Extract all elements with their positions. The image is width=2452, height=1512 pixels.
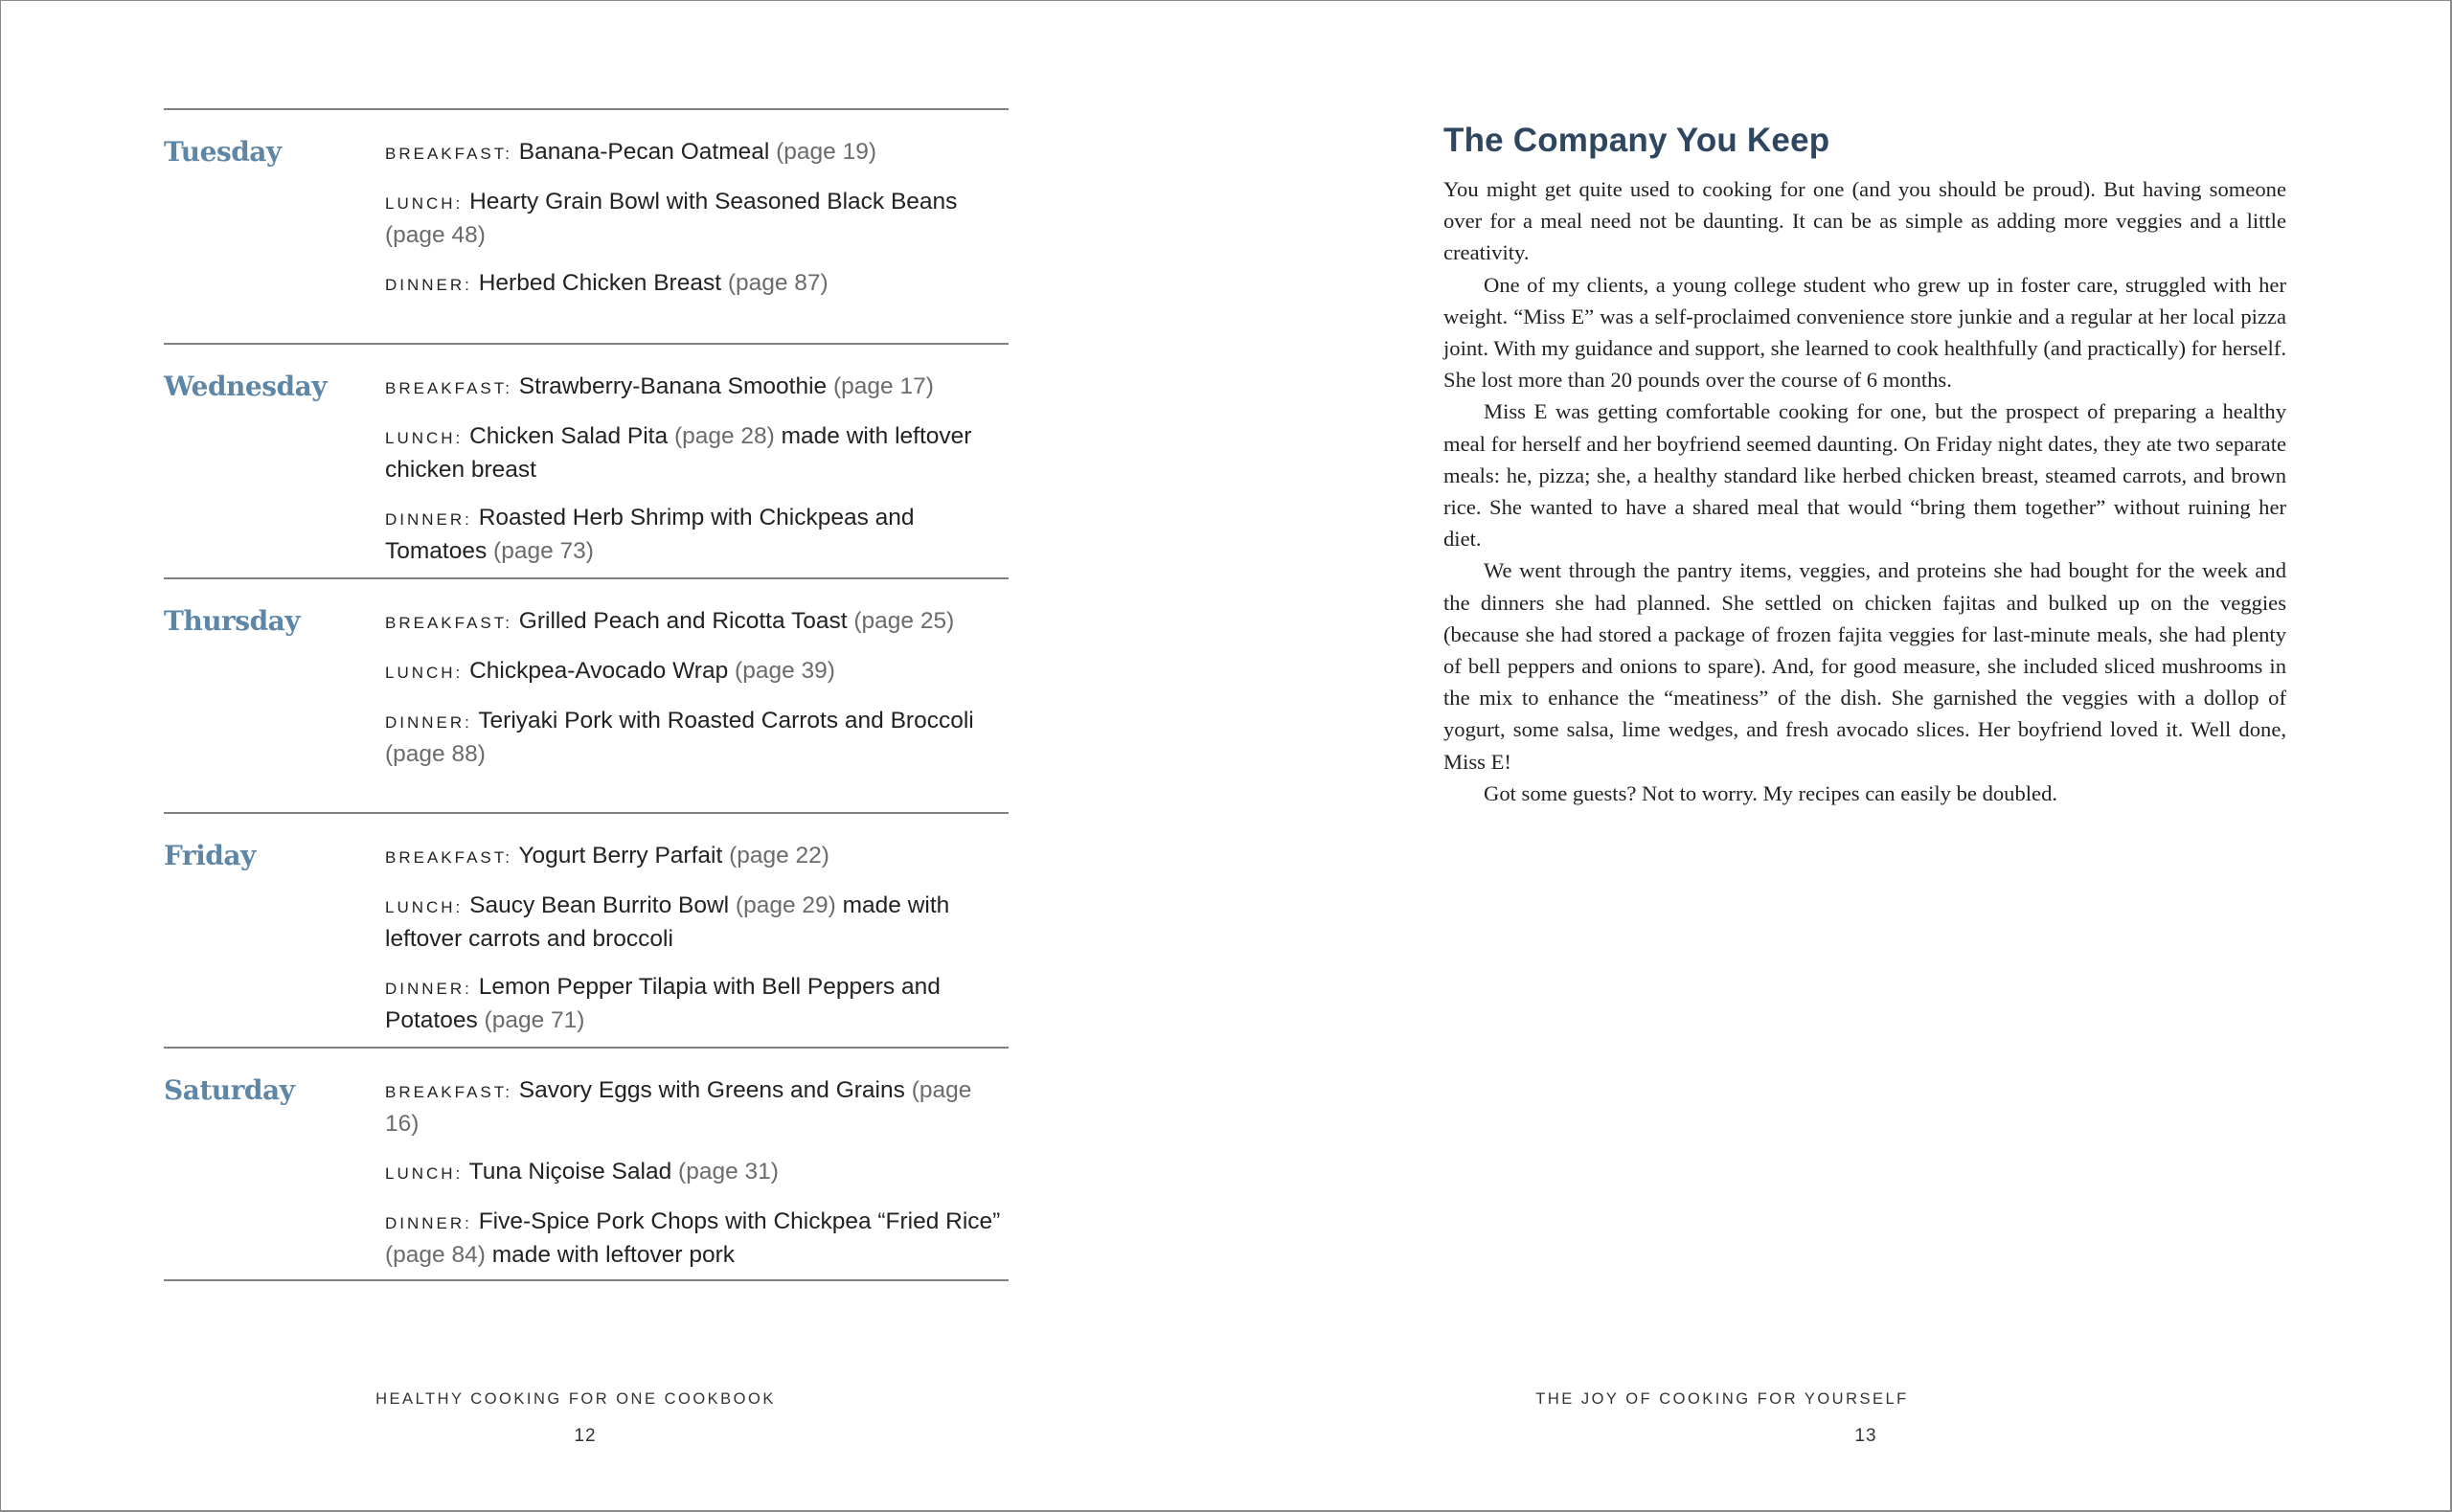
- meal-entry: [385, 605, 1008, 639]
- recipe-name: Herbed Chicken Breast: [478, 270, 722, 296]
- meal-label: BREAKFAST:: [385, 145, 512, 163]
- page-reference: (page 25): [853, 608, 955, 634]
- page-reference: (page 88): [385, 741, 486, 767]
- meal-plan-list: [164, 108, 1009, 1281]
- day-row: [164, 577, 1009, 812]
- page-reference: (page 17): [833, 373, 934, 399]
- running-footer-right: THE JOY OF COOKING FOR YOURSELF: [1535, 1390, 1909, 1408]
- recipe-name: Chickpea-Avocado Wrap: [469, 658, 729, 684]
- paragraph: You might get quite used to cooking for one (and you should be proud). But having someone over for a meal need not be daunting. It can be as simple as adding more veggies and a little creativity.: [1443, 177, 2286, 265]
- page-reference: (page 29): [735, 892, 836, 918]
- meal-entry: [385, 502, 1008, 567]
- running-footer-left: HEALTHY COOKING FOR ONE COOKBOOK: [375, 1390, 776, 1408]
- meal-label: DINNER:: [385, 980, 472, 998]
- meal-list: [385, 371, 1008, 583]
- page-number-right: 13: [1854, 1426, 1877, 1446]
- recipe-name: Chicken Salad Pita: [469, 423, 669, 449]
- page-reference: (page 39): [735, 658, 835, 684]
- meal-entry: [385, 420, 1008, 485]
- meal-entry: [385, 655, 1008, 688]
- meal-entry: [385, 267, 1008, 301]
- day-row: [164, 812, 1009, 1047]
- recipe-name: Hearty Grain Bowl with Seasoned Black Beans: [469, 189, 958, 214]
- page-reference: (page 84): [385, 1242, 486, 1268]
- recipe-name: Grilled Peach and Ricotta Toast: [518, 608, 848, 634]
- paragraph: Miss E was getting comfortable cooking for one, but the prospect of preparing a healthy meal for herself and her boyfriend seemed daunting. On Friday night dates, they ate two separate meals: he, pizza; she, a healthy standard like herbed chicken breast, steamed carrots, and brown rice. She wanted to have a shared meal that would “bring them together” without ruining her diet.: [1443, 399, 2286, 552]
- recipe-name: Saucy Bean Burrito Bowl: [469, 892, 730, 918]
- section-title: The Company You Keep: [1443, 122, 1830, 159]
- page-reference: (page 16): [385, 1077, 972, 1137]
- page-reference: (page 71): [484, 1007, 585, 1033]
- day-name: Wednesday: [164, 371, 327, 402]
- recipe-name: Teriyaki Pork with Roasted Carrots and Broccoli: [478, 708, 974, 733]
- meal-note: made with leftover chicken breast: [385, 423, 972, 483]
- page-reference: (page 28): [673, 423, 775, 449]
- page-reference: (page 73): [493, 538, 594, 564]
- meal-note: made with leftover carrots and broccoli: [385, 892, 950, 952]
- meal-entry: [385, 1156, 1008, 1189]
- meal-label: DINNER:: [385, 713, 472, 732]
- meal-note: made with leftover pork: [491, 1242, 735, 1268]
- day-row: [164, 108, 1009, 343]
- recipe-name: Lemon Pepper Tilapia with Bell Peppers and Potatoes: [385, 974, 941, 1033]
- meal-label: LUNCH:: [385, 898, 464, 916]
- meal-plan-page: [164, 108, 1009, 1281]
- day-name: Saturday: [164, 1074, 295, 1106]
- page-number-left: 12: [574, 1426, 597, 1446]
- meal-label: LUNCH:: [385, 194, 464, 213]
- meal-entry: [385, 136, 1008, 169]
- meal-entry: [385, 890, 1008, 955]
- recipe-name: Tuna Niçoise Salad: [468, 1159, 672, 1185]
- day-name: Friday: [164, 840, 256, 871]
- day-row: [164, 1047, 1009, 1281]
- meal-list: [385, 1074, 1008, 1287]
- meal-label: LUNCH:: [385, 664, 464, 682]
- page-reference: (page 22): [729, 843, 829, 869]
- recipe-name: Banana-Pecan Oatmeal: [518, 139, 770, 165]
- page-reference: (page 31): [678, 1159, 779, 1185]
- meal-label: DINNER:: [385, 510, 472, 529]
- meal-entry: [385, 840, 1008, 873]
- meal-entry: [385, 971, 1008, 1036]
- recipe-name: Five-Spice Pork Chops with Chickpea “Fried Rice”: [478, 1208, 1001, 1234]
- body-text: [1443, 173, 2286, 809]
- paragraph: One of my clients, a young college student who grew up in foster care, struggled with her weight. “Miss E” was a self-proclaimed convenience store junkie and a regular at her local pizza joint. With my guidance and support, she learned to cook healthfully (and practically) for herself. She lost more than 20 pounds over the course of 6 months.: [1443, 272, 2286, 393]
- meal-label: BREAKFAST:: [385, 379, 512, 397]
- day-row: [164, 343, 1009, 577]
- page-reference: (page 19): [776, 139, 876, 165]
- meal-label: DINNER:: [385, 1214, 472, 1232]
- meal-entry: [385, 1206, 1008, 1271]
- meal-label: BREAKFAST:: [385, 848, 512, 867]
- page-reference: (page 48): [385, 222, 486, 248]
- meal-entry: [385, 371, 1008, 404]
- recipe-name: Savory Eggs with Greens and Grains: [518, 1077, 905, 1103]
- recipe-name: Roasted Herb Shrimp with Chickpeas and Tomatoes: [385, 505, 915, 564]
- meal-list: [385, 605, 1008, 786]
- paragraph: We went through the pantry items, veggies, and proteins she had bought for the week and the dinners she had planned. She settled on chicken fajitas and bulked up on the veggies (because she had stored a package of frozen fajita veggies for last-minute meals, she had plenty of bell peppers and onions to spare). And, for good measure, she included sliced mushrooms in the mix to enhance the “meatiness” of the dish. She garnished the veggies with a dollop of yogurt, some salsa, lime wedges, and fresh avocado slices. Her boyfriend loved it. Well done, Miss E!: [1443, 558, 2286, 774]
- meal-label: LUNCH:: [385, 429, 464, 447]
- meal-label: DINNER:: [385, 276, 472, 294]
- article-page: [1443, 122, 2286, 809]
- recipe-name: Strawberry-Banana Smoothie: [518, 373, 828, 399]
- meal-entry: [385, 186, 1008, 251]
- meal-list: [385, 840, 1008, 1052]
- meal-label: BREAKFAST:: [385, 614, 512, 632]
- meal-label: BREAKFAST:: [385, 1083, 512, 1101]
- day-name: Tuesday: [164, 136, 282, 168]
- day-name: Thursday: [164, 605, 301, 637]
- page-reference: (page 87): [727, 270, 829, 296]
- meal-label: LUNCH:: [385, 1164, 464, 1183]
- meal-list: [385, 136, 1008, 317]
- meal-entry: [385, 705, 1008, 770]
- meal-entry: [385, 1074, 1008, 1140]
- recipe-name: Yogurt Berry Parfait: [518, 843, 723, 869]
- paragraph: Got some guests? Not to worry. My recipes can easily be doubled.: [1484, 780, 2058, 805]
